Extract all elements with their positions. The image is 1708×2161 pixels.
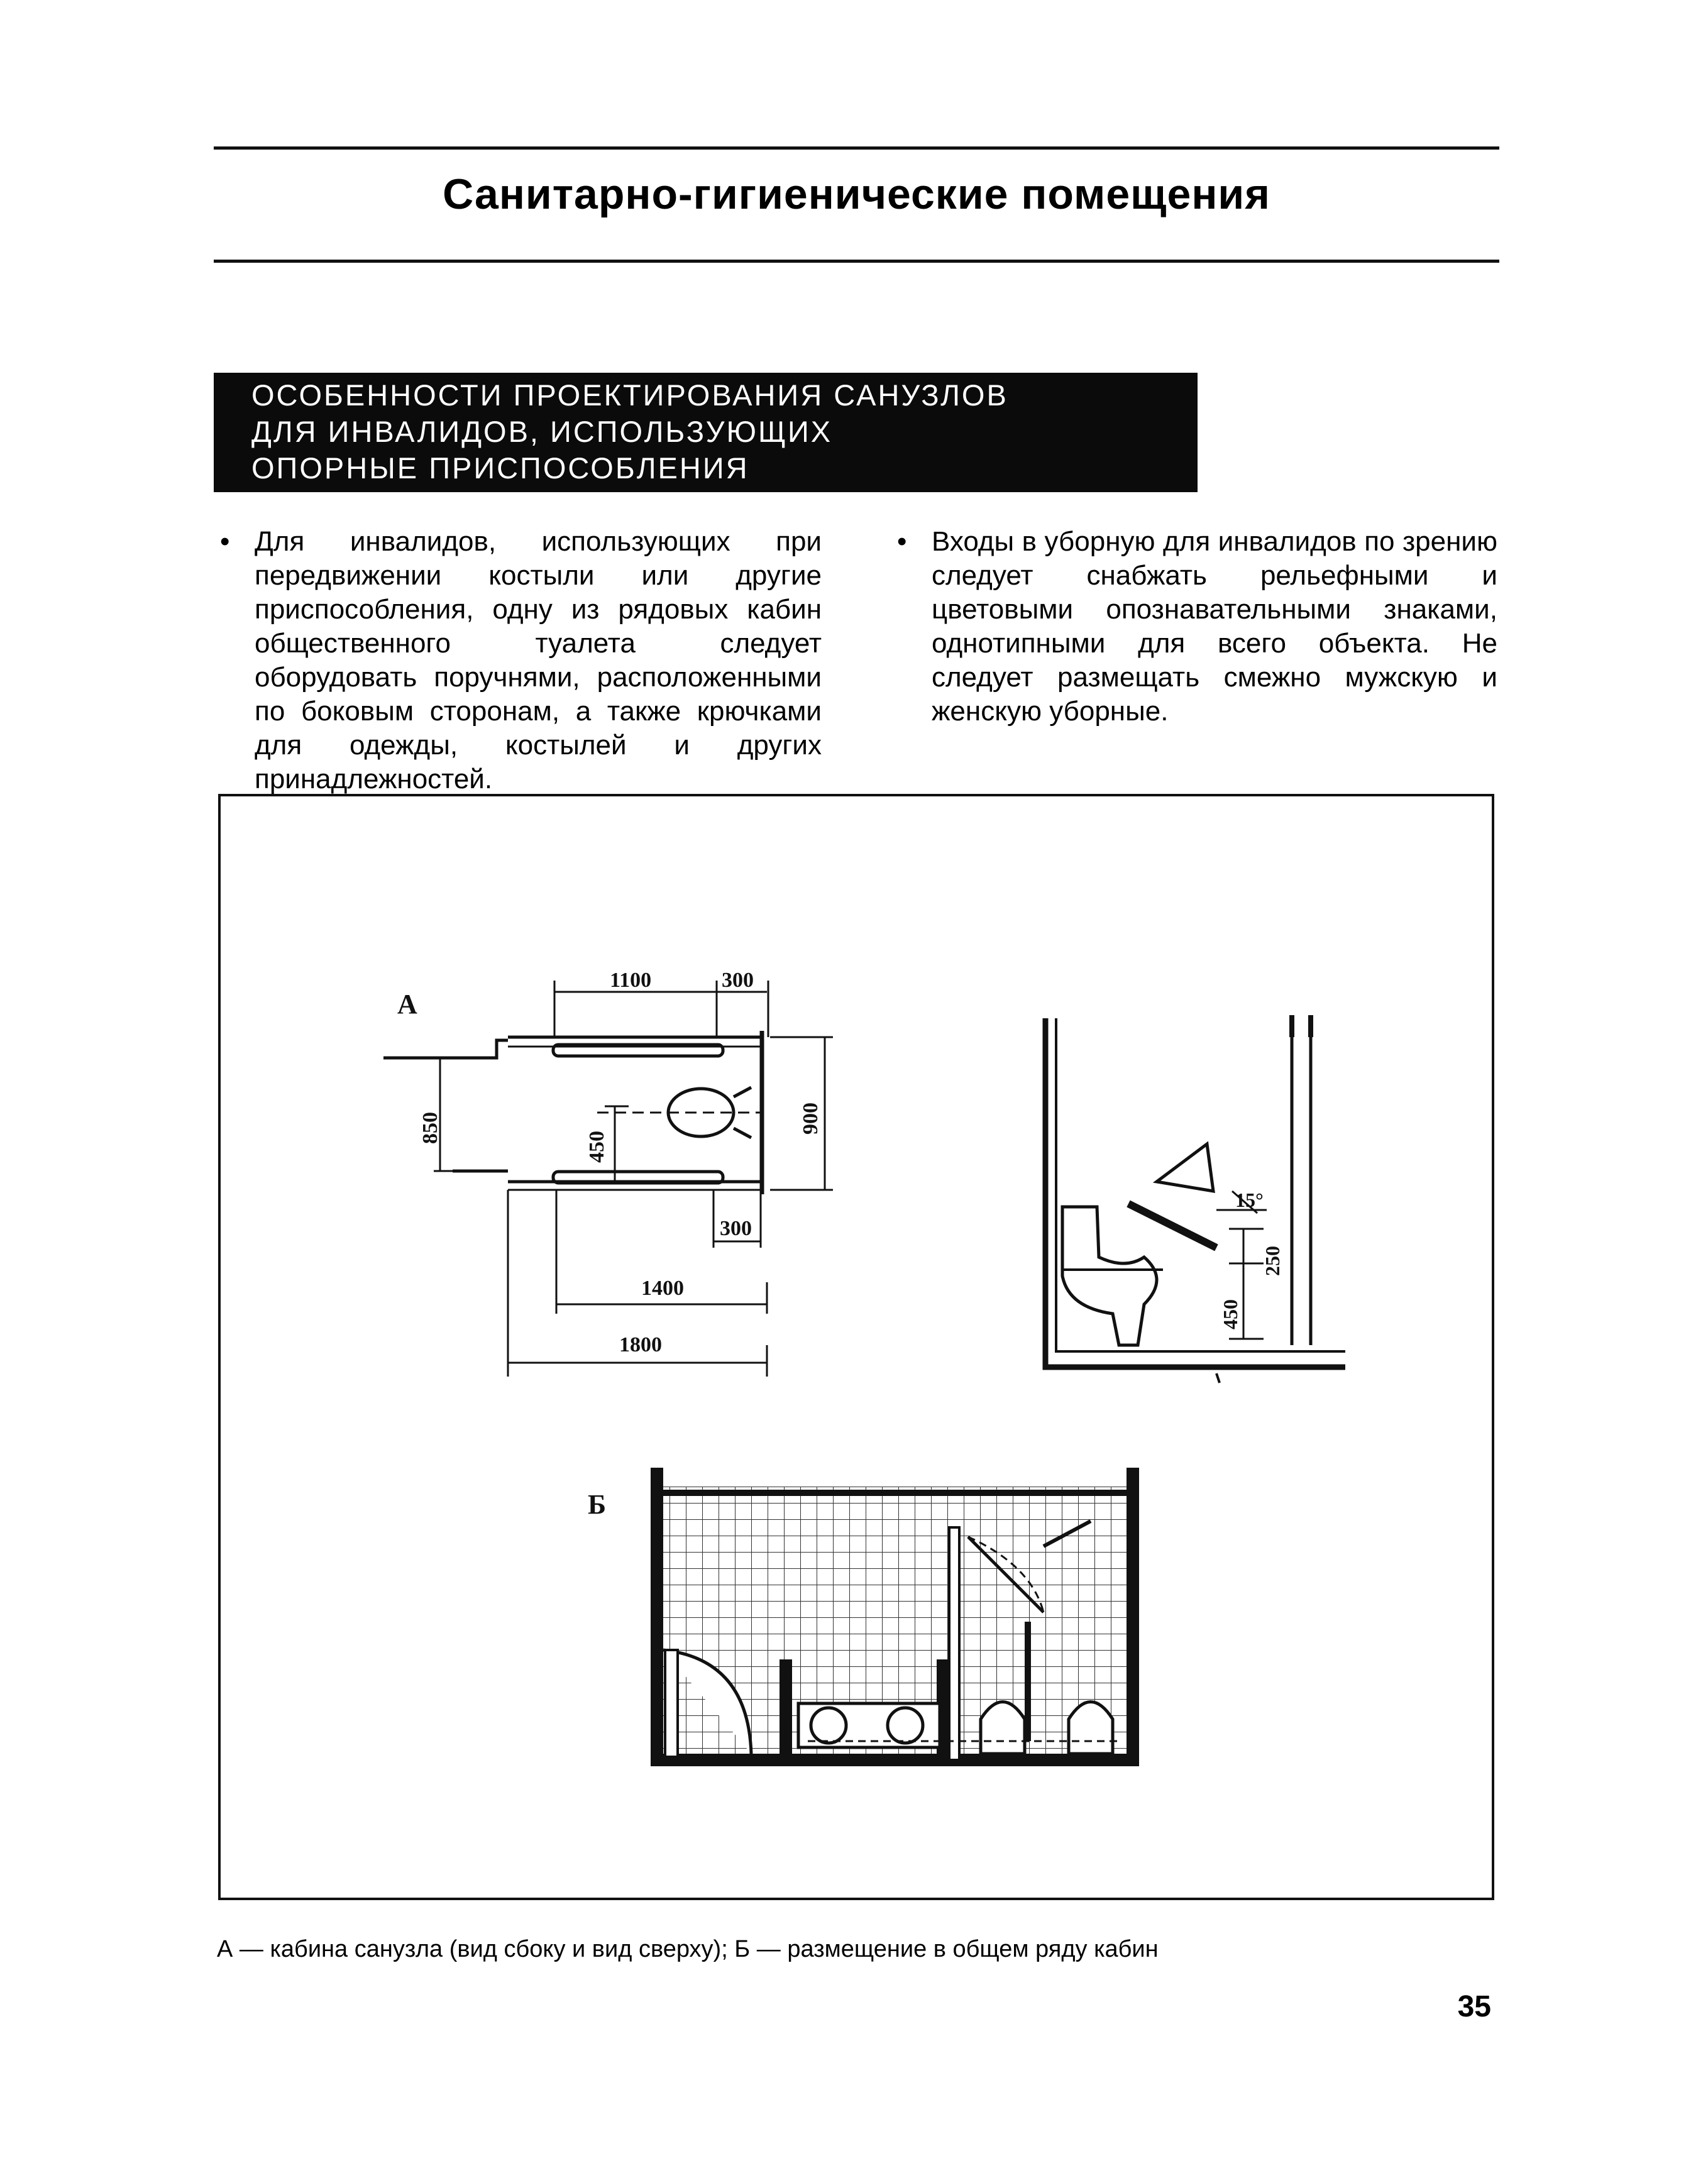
side-view-a — [1045, 1015, 1345, 1383]
dim-900: 900 — [799, 1102, 822, 1135]
section-heading-line-3: ОПОРНЫЕ ПРИСПОСОБЛЕНИЯ — [251, 451, 749, 485]
partition — [1292, 1037, 1311, 1345]
dim-1800: 1800 — [619, 1333, 662, 1356]
dim-250: 250 — [1261, 1246, 1284, 1276]
toilet-side — [1062, 1207, 1157, 1345]
dim-300-top: 300 — [722, 969, 754, 992]
section-heading-line-1: ОСОБЕННОСТИ ПРОЕКТИРОВАНИЯ САНУЗЛОВ — [251, 378, 1008, 412]
dim-angle: 15° — [1235, 1189, 1264, 1211]
bullet-left: • — [220, 526, 230, 557]
corridor-wall — [383, 1040, 508, 1058]
figure-caption: А — кабина санузла (вид сбоку и вид сверху); Б — размещение в общем ряду кабин — [217, 1936, 1159, 1962]
section-heading-line-2: ДЛЯ ИНВАЛИДОВ, ИСПОЛЬЗУЮЩИХ — [251, 415, 833, 448]
grab-bar-side — [1128, 1204, 1216, 1248]
dim-450-side: 450 — [1219, 1299, 1242, 1329]
dim-850: 850 — [419, 1112, 442, 1144]
cabin-row-b — [657, 1468, 1133, 1760]
page-title: Санитарно-гигиенические помещения — [443, 170, 1270, 218]
bullet-right: • — [897, 526, 907, 557]
plan-view-a — [383, 981, 833, 1377]
right-paragraph: Входы в уборную для инвалидов по зрению следует снабжать рельефными и цветовыми опознавательными знаками, однотипными для всего объекта. Не следует размещать смежно мужскую и женскую уборные. — [932, 526, 1497, 727]
page-number: 35 — [1457, 1990, 1491, 2023]
label-b: Б — [588, 1489, 607, 1520]
left-paragraph: Для инвалидов, использующих при передвижении костыли или другие приспособления, одну из рядовых кабин общественного туалета следует оборудовать поручнями, расположенными по боковым сторонам, а также крючками для одежды, костылей и других принадлежностей. — [255, 526, 822, 795]
dim-1100: 1100 — [610, 969, 652, 992]
dim-1400: 1400 — [641, 1277, 684, 1300]
label-a: А — [397, 989, 417, 1020]
dim-450-plan: 450 — [585, 1131, 609, 1163]
dim-300-bottom: 300 — [720, 1217, 752, 1240]
